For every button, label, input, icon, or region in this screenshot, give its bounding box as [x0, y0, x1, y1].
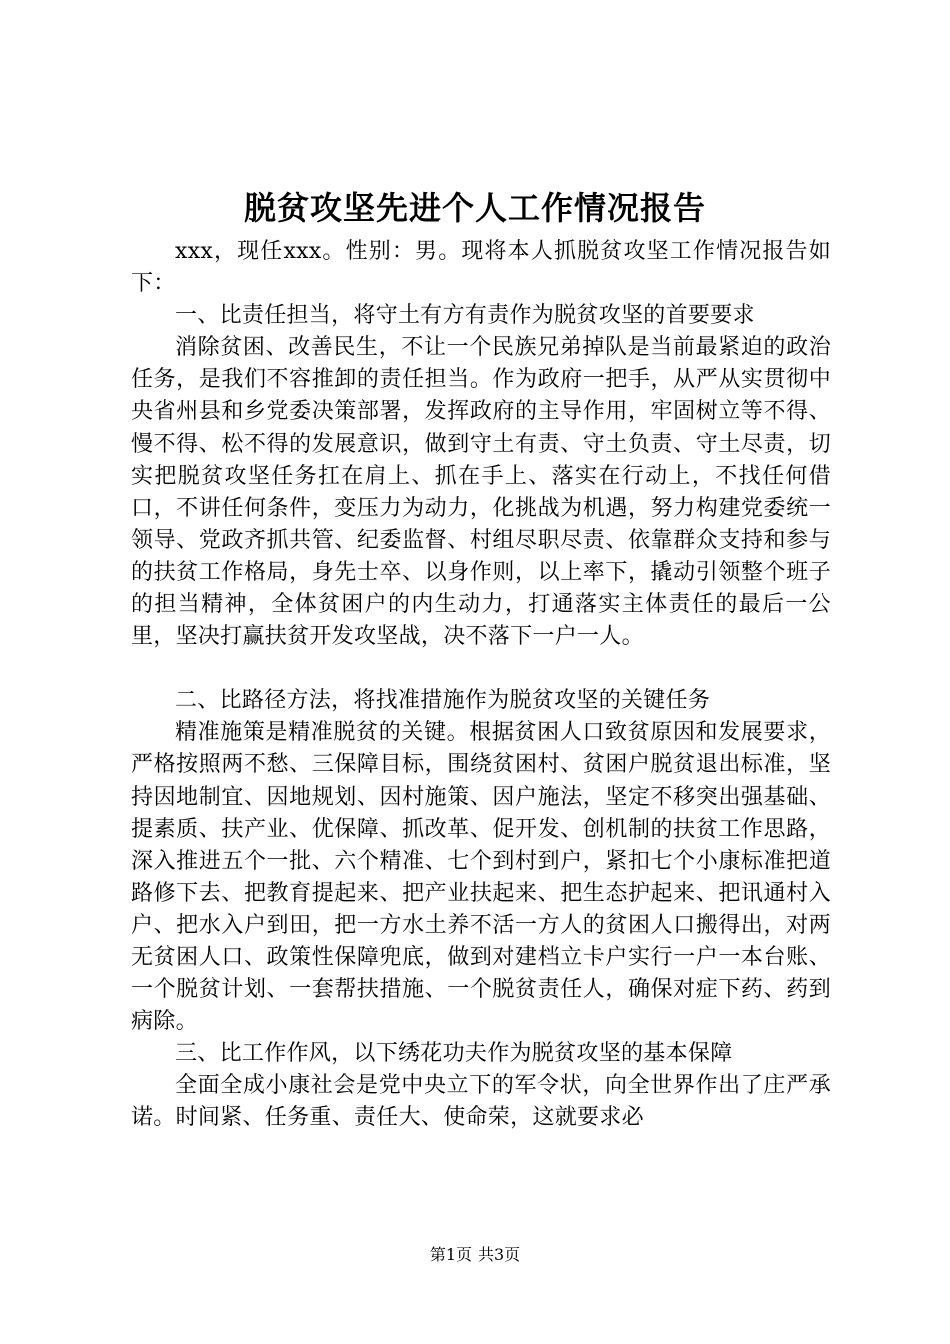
document-title: 脱贫攻坚先进个人工作情况报告 [243, 189, 706, 227]
intro-paragraph: xxx，现任xxx。性别：男。现将本人抓脱贫攻坚工作情况报告如下： [131, 239, 831, 297]
section-heading-3: 三、比工作作风，以下绣花功夫作为脱贫攻坚的基本保障 [175, 1041, 733, 1067]
section-body-3: 全面全成小康社会是党中央立下的军令状，向全世界作出了庄严承诺。时间紧、任务重、责任大、使命荣，这就要求必 [131, 1073, 831, 1131]
document-body [131, 236, 831, 1135]
section-heading-2: 二、比路径方法，将找准措施作为脱贫攻坚的关键任务 [175, 688, 711, 714]
page-number: 第1页 [429, 1245, 472, 1264]
section-body-1: 消除贫困、改善民生，不让一个民族兄弟掉队是当前最紧迫的政治任务，是我们不容推卸的责任担当。作为政府一把手，从严从实贯彻中央省州县和乡党委决策部署，发挥政府的主导作用，牢固树立等不得、慢不得、松不得的发展意识，做到守土有责、守土负责、守土尽责，切实把脱贫攻坚任务扛在肩上、抓在手上、落实在行动上，不找任何借口，不讲任何条件，变压力为动力，化挑战为机遇，努力构建党委统一领导、党政齐抓共管、纪委监督、村组尽职尽责、依靠群众支持和参与的扶贫工作格局，身先士卒、以身作则，以上率下，撬动引领整个班子的担当精神，全体贫困户的内生动力，打通落实主体责任的最后一公里，坚决打赢扶贫开发攻坚战，决不落下一户一人。 [131, 335, 831, 650]
section-body-2: 精准施策是精准脱贫的关键。根据贫困人口致贫原因和发展要求，严格按照两不愁、三保障目标，围绕贫困村、贫困户脱贫退出标准，坚持因地制宜、因地规划、因村施策、因户施法，坚定不移突出强基础、提素质、扶产业、优保障、抓改革、促开发、创机制的扶贫工作思路，深入推进五个一批、六个精准、七个到村到户，紧扣七个小康标准把道路修下去、把教育提起来、把产业扶起来、把生态护起来、把讯通村入户、把水入户到田，把一方水土养不活一方人的贫困人口搬得出，对两无贫困人口、政策性保障兜底，做到对建档立卡户实行一户一本台账、一个脱贫计划、一套帮扶措施、一个脱贫责任人，确保对症下药、药到病除。 [131, 720, 831, 1035]
page-total: 共3页 [478, 1245, 521, 1264]
section-heading-1: 一、比责任担当，将守土有方有责作为脱贫攻坚的首要要求 [175, 303, 755, 329]
page-footer [0, 1244, 950, 1266]
